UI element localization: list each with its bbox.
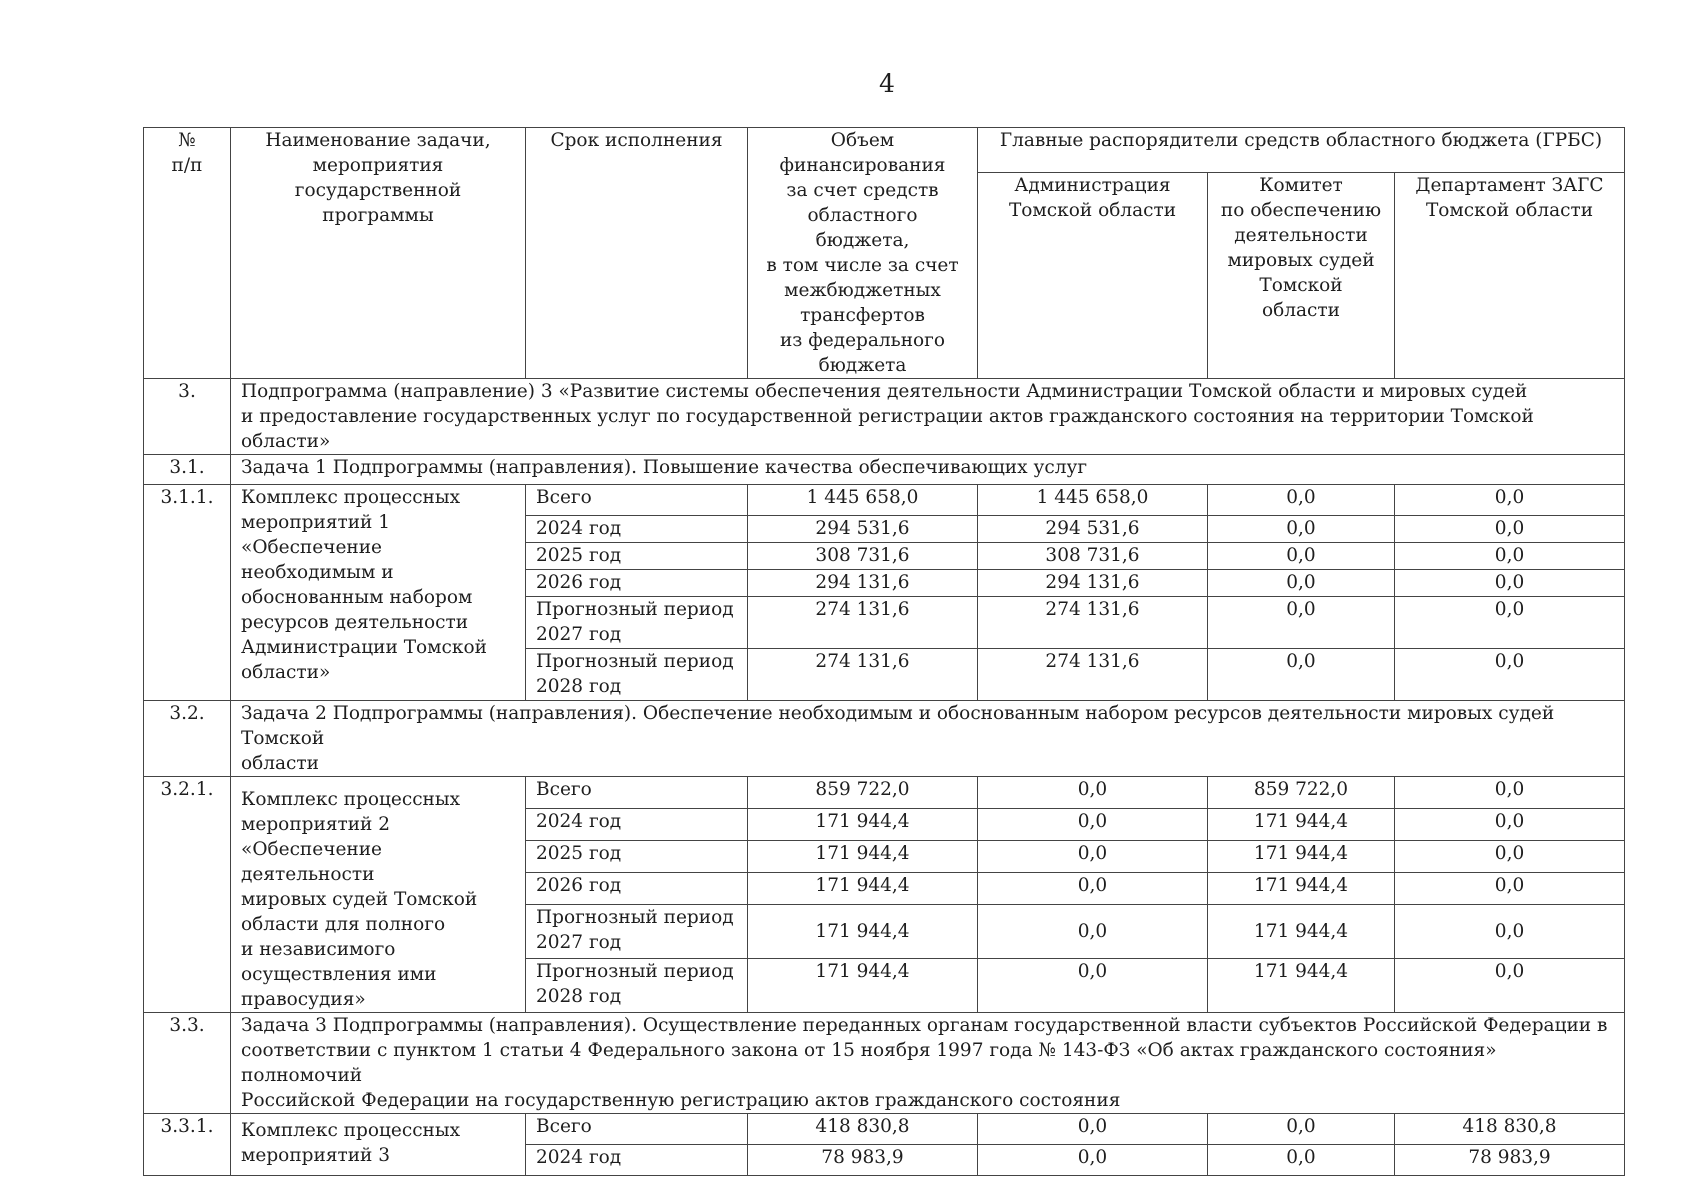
admin-cell: 0,0 <box>978 905 1208 959</box>
committee-cell: 171 944,4 <box>1208 959 1395 1013</box>
committee-cell: 0,0 <box>1208 516 1395 543</box>
committee-cell: 0,0 <box>1208 570 1395 597</box>
period-cell: 2024 год <box>526 516 748 543</box>
complex-name: Комплекс процессных мероприятий 2 «Обеспечение деятельности мировых судей Томской области для полного и независимого осуществления ими правосудия» <box>231 777 526 1013</box>
header-term: Срок исполнения <box>526 128 748 379</box>
header-admin: Администрация Томской области <box>978 172 1208 378</box>
period-cell: 2024 год <box>526 809 748 841</box>
committee-cell: 0,0 <box>1208 485 1395 516</box>
table-row <box>144 777 1625 809</box>
admin-cell: 0,0 <box>978 777 1208 809</box>
total-cell: 1 445 658,0 <box>748 485 978 516</box>
zags-cell: 0,0 <box>1395 905 1625 959</box>
admin-cell: 0,0 <box>978 959 1208 1013</box>
period-cell: Всего <box>526 1114 748 1145</box>
zags-cell: 0,0 <box>1395 485 1625 516</box>
task-row <box>144 455 1625 485</box>
total-cell: 78 983,9 <box>748 1145 978 1176</box>
page-number: 4 <box>879 69 895 98</box>
committee-cell: 0,0 <box>1208 1114 1395 1145</box>
admin-cell: 274 131,6 <box>978 649 1208 701</box>
period-cell: Прогнозный период 2027 год <box>526 905 748 959</box>
financing-table <box>143 127 1625 1176</box>
total-cell: 294 531,6 <box>748 516 978 543</box>
total-cell: 308 731,6 <box>748 543 978 570</box>
task-row <box>144 1013 1625 1114</box>
zags-cell: 0,0 <box>1395 516 1625 543</box>
header-zags: Департамент ЗАГС Томской области <box>1395 172 1625 378</box>
total-cell: 171 944,4 <box>748 841 978 873</box>
committee-cell: 0,0 <box>1208 1145 1395 1176</box>
period-cell: 2026 год <box>526 873 748 905</box>
committee-cell: 0,0 <box>1208 597 1395 649</box>
period-cell: Всего <box>526 777 748 809</box>
zags-cell: 0,0 <box>1395 873 1625 905</box>
committee-cell: 171 944,4 <box>1208 841 1395 873</box>
complex-name: Комплекс процессных мероприятий 1 «Обеспечение необходимым и обоснованным набором ресурсов деятельности Администрации Томской области» <box>231 485 526 701</box>
task-title: Задача 3 Подпрограммы (направления). Осуществление переданных органам государственной власти субъектов Российской Федерации в соответствии с пунктом 1 статьи 4 Федерального закона от 15 ноября 1997 года № 143-ФЗ «Об актах гражданского состояния» полномочий Российской Федерации на государственную регистрацию актов гражданского состояния <box>231 1013 1625 1114</box>
total-cell: 274 131,6 <box>748 649 978 701</box>
total-cell: 859 722,0 <box>748 777 978 809</box>
task-num: 3.3. <box>144 1013 231 1114</box>
complex-num: 3.1.1. <box>144 485 231 701</box>
committee-cell: 171 944,4 <box>1208 809 1395 841</box>
period-cell: Всего <box>526 485 748 516</box>
total-cell: 418 830,8 <box>748 1114 978 1145</box>
header-row <box>144 128 1625 173</box>
committee-cell: 171 944,4 <box>1208 905 1395 959</box>
complex-name: Комплекс процессных мероприятий 3 <box>231 1114 526 1176</box>
complex-num: 3.2.1. <box>144 777 231 1013</box>
task-num: 3.1. <box>144 455 231 485</box>
period-cell: Прогнозный период 2028 год <box>526 649 748 701</box>
task-num: 3.2. <box>144 701 231 777</box>
admin-cell: 0,0 <box>978 1145 1208 1176</box>
period-cell: Прогнозный период 2028 год <box>526 959 748 1013</box>
period-cell: 2025 год <box>526 543 748 570</box>
zags-cell: 0,0 <box>1395 570 1625 597</box>
task-title: Задача 1 Подпрограммы (направления). Повышение качества обеспечивающих услуг <box>231 455 1625 485</box>
total-cell: 171 944,4 <box>748 959 978 1013</box>
admin-cell: 0,0 <box>978 1114 1208 1145</box>
period-cell: 2026 год <box>526 570 748 597</box>
period-cell: 2024 год <box>526 1145 748 1176</box>
zags-cell: 418 830,8 <box>1395 1114 1625 1145</box>
admin-cell: 294 531,6 <box>978 516 1208 543</box>
admin-cell: 0,0 <box>978 809 1208 841</box>
header-grbs: Главные распорядители средств областного бюджета (ГРБС) <box>978 128 1625 173</box>
header-committee: Комитет по обеспечению деятельности мировых судей Томской области <box>1208 172 1395 378</box>
zags-cell: 78 983,9 <box>1395 1145 1625 1176</box>
zags-cell: 0,0 <box>1395 543 1625 570</box>
total-cell: 294 131,6 <box>748 570 978 597</box>
table-row <box>144 485 1625 516</box>
total-cell: 274 131,6 <box>748 597 978 649</box>
task-row <box>144 701 1625 777</box>
header-num: № п/п <box>144 128 231 379</box>
total-cell: 171 944,4 <box>748 905 978 959</box>
committee-cell: 171 944,4 <box>1208 873 1395 905</box>
complex-num: 3.3.1. <box>144 1114 231 1176</box>
task-title: Задача 2 Подпрограммы (направления). Обеспечение необходимым и обоснованным набором ресурсов деятельности мировых судей Томской области <box>231 701 1625 777</box>
committee-cell: 0,0 <box>1208 543 1395 570</box>
zags-cell: 0,0 <box>1395 809 1625 841</box>
admin-cell: 0,0 <box>978 873 1208 905</box>
period-cell: 2025 год <box>526 841 748 873</box>
zags-cell: 0,0 <box>1395 841 1625 873</box>
zags-cell: 0,0 <box>1395 959 1625 1013</box>
subprogram-title: Подпрограмма (направление) 3 «Развитие системы обеспечения деятельности Администрации Томской области и мировых судей и предоставление государственных услуг по государственной регистрации актов гражданского состояния на территории Томской области» <box>231 379 1625 455</box>
admin-cell: 1 445 658,0 <box>978 485 1208 516</box>
subprogram-num: 3. <box>144 379 231 455</box>
subprogram-row <box>144 379 1625 455</box>
zags-cell: 0,0 <box>1395 777 1625 809</box>
zags-cell: 0,0 <box>1395 597 1625 649</box>
admin-cell: 308 731,6 <box>978 543 1208 570</box>
admin-cell: 274 131,6 <box>978 597 1208 649</box>
admin-cell: 294 131,6 <box>978 570 1208 597</box>
header-name: Наименование задачи, мероприятия государственной программы <box>231 128 526 379</box>
total-cell: 171 944,4 <box>748 809 978 841</box>
zags-cell: 0,0 <box>1395 649 1625 701</box>
period-cell: Прогнозный период 2027 год <box>526 597 748 649</box>
committee-cell: 0,0 <box>1208 649 1395 701</box>
admin-cell: 0,0 <box>978 841 1208 873</box>
table-row <box>144 1114 1625 1145</box>
total-cell: 171 944,4 <box>748 873 978 905</box>
committee-cell: 859 722,0 <box>1208 777 1395 809</box>
header-volume: Объем финансирования за счет средств областного бюджета, в том числе за счет межбюджетных трансфертов из федерального бюджета <box>748 128 978 379</box>
